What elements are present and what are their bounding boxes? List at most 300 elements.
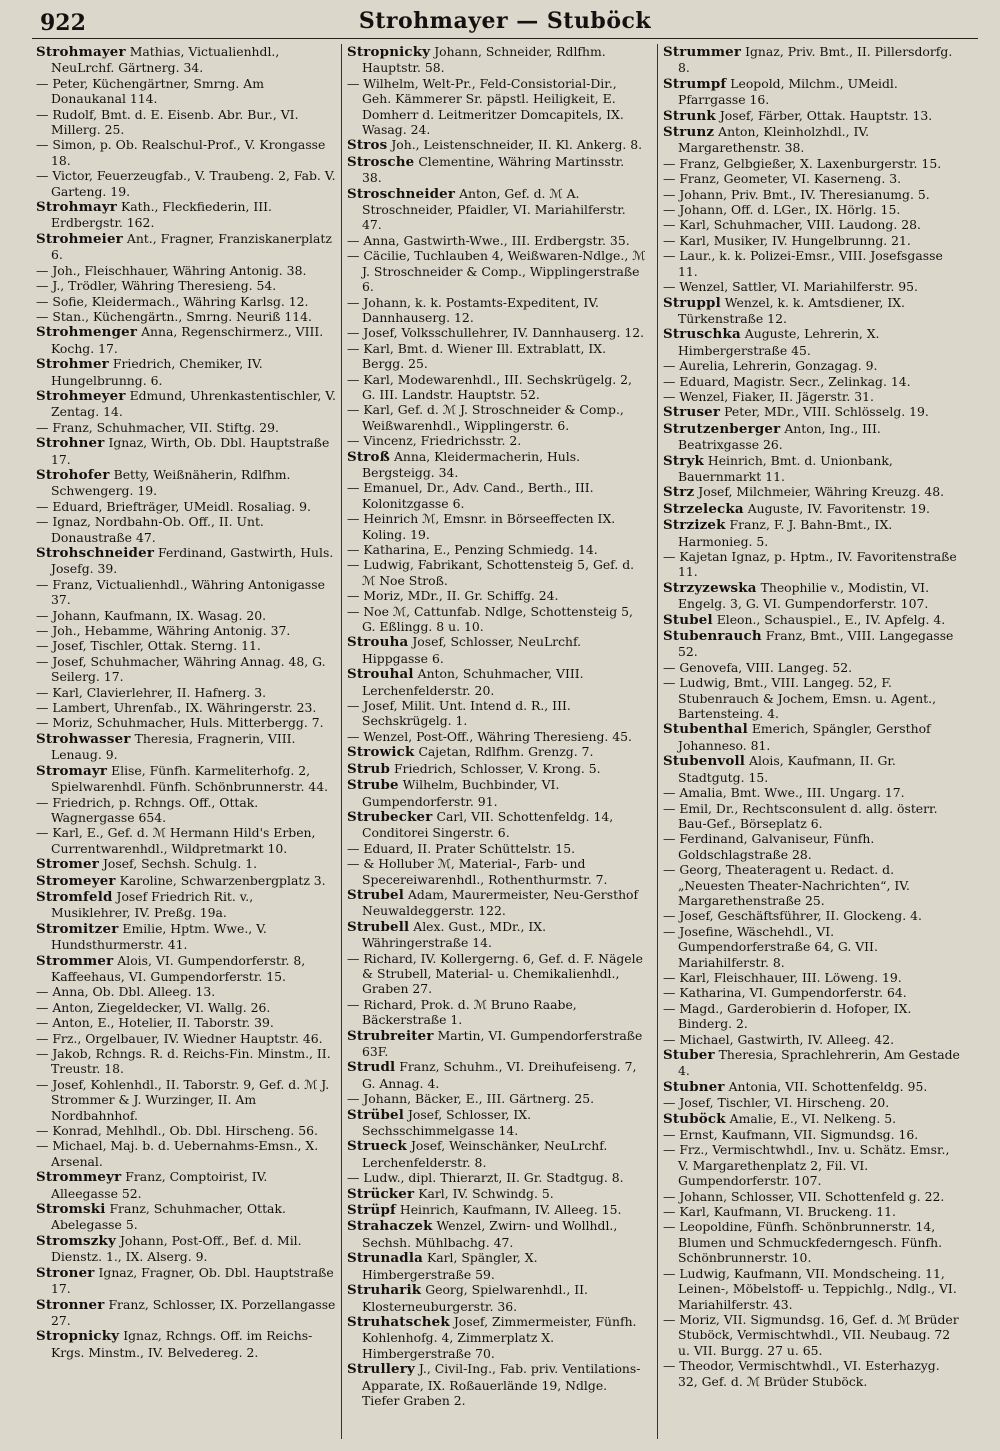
entry-text: Kath., Fleckfiederin, III. Erdbergstr. 162. — [51, 199, 272, 231]
entry-text: Josef, Sechsh. Schulg. 1. — [99, 856, 258, 872]
entry-text: — Johann, Priv. Bmt., IV. Theresianumg. 5. — [663, 186, 930, 202]
directory-entry — [36, 654, 336, 685]
directory-entry — [36, 1138, 336, 1169]
entry-surname: Strutzenberger — [663, 420, 781, 437]
directory-entry — [36, 608, 336, 623]
directory-entry — [347, 1314, 647, 1361]
entry-surname: Strubreiter — [347, 1027, 434, 1044]
entry-text: — Cäcilie, Tuchlauben 4, Weißwaren-Ndlge., ℳ J. Stroschneider & Comp., Wipplingerstraße 6. — [347, 248, 646, 295]
entry-text: — Josef, Schuhmacher, Währing Annag. 48, G. Seilerg. 17. — [36, 653, 326, 685]
entry-text: Josef, Weinschänker, NeuLrchf. Lerchenfelderstr. 8. — [362, 1138, 608, 1170]
directory-entry — [36, 420, 336, 435]
entry-text: — Wenzel, Post-Off., Währing Theresieng. 45. — [347, 728, 632, 744]
directory-entry — [663, 453, 963, 485]
entry-surname: Stropnicky — [36, 1328, 120, 1345]
entry-surname: Strueck — [347, 1138, 407, 1155]
directory-entry — [347, 186, 647, 233]
directory-entry — [663, 924, 963, 970]
entry-text: — Richard, IV. Kollergerng. 6, Gef. d. F. Nägele & Strubell, Material- u. Chemikalienhdl., Graben 27. — [347, 950, 643, 997]
entry-surname: Strubell — [347, 918, 410, 935]
entry-text: Josef, Schlosser, IX. Sechsschimmelgasse 14. — [362, 1106, 532, 1139]
directory-entry — [663, 1312, 963, 1358]
entry-text: — Peter, Küchengärtner, Smrng. Am Donaukanal 114. — [36, 75, 265, 107]
directory-entry — [347, 887, 647, 919]
directory-entry — [663, 202, 963, 217]
entry-text: — Noe ℳ, Cattunfab. Ndlge, Schottensteig 5, G. Eßlingg. 8 u. 10. — [347, 603, 633, 635]
entry-surname: Strunz — [663, 124, 715, 141]
entry-text: Alex. Gust., MDr., IX. Währingerstraße 14. — [362, 918, 547, 951]
entry-text: — Anna, Ob. Dbl. Alleeg. 13. — [36, 984, 216, 1000]
entry-text: — Vincenz, Friedrichsstr. 2. — [347, 433, 522, 449]
entry-text: Karl, Spängler, X. Himbergerstraße 59. — [362, 1250, 538, 1282]
directory-entry — [663, 549, 963, 580]
directory-entry — [663, 862, 963, 908]
directory-entry — [36, 263, 336, 278]
page-number: 922 — [40, 10, 86, 36]
directory-entry — [36, 685, 336, 700]
directory-entry — [36, 700, 336, 715]
entry-text: Josef, Milchmeier, Währing Kreuzg. 48. — [694, 484, 945, 500]
directory-entry — [36, 545, 336, 577]
directory-entry — [36, 499, 336, 514]
directory-entry — [36, 623, 336, 638]
entry-text: — Michael, Gastwirth, IV. Alleeg. 42. — [663, 1031, 895, 1047]
directory-entry — [347, 1107, 647, 1139]
entry-surname: Struppl — [663, 294, 721, 311]
entry-text: Anton, Gef. d. ℳ A. Stroschneider, Pfaidler, VI. Mariahilferstr. 47. — [362, 185, 626, 233]
directory-entry — [36, 1077, 336, 1123]
entry-text: Clementine, Währing Martinsstr. 38. — [362, 153, 625, 186]
entry-text: — Johann, k. k. Postamts-Expeditent, IV. Dannhauserg. 12. — [347, 294, 599, 325]
directory-entry — [663, 233, 963, 248]
directory-entry — [36, 795, 336, 826]
entry-surname: Strubecker — [347, 808, 433, 825]
entry-text: — Genovefa, VIII. Langeg. 52. — [663, 659, 853, 675]
entry-surname: Struhatschek — [347, 1313, 450, 1330]
directory-entry — [663, 831, 963, 862]
entry-text: Wenzel, Zwirn- und Wollhdl., Sechsh. Mühlbachg. 47. — [362, 1218, 618, 1250]
directory-entry — [347, 1202, 647, 1218]
entry-text: — Karl, Gef. d. ℳ J. Stroschneider & Comp., Weißwarenhdl., Wipplingerstr. 6. — [347, 402, 624, 433]
entry-text: Ignaz, Wirth, Ob. Dbl. Hauptstraße 17. — [51, 435, 330, 467]
entry-text: — Franz, Gelbgießer, X. Laxenburgerstr. 15. — [663, 155, 942, 171]
directory-entry — [36, 1015, 336, 1030]
entry-text: — Anton, Ziegeldecker, VI. Wallg. 26. — [36, 999, 271, 1015]
entry-text: — Amalia, Bmt. Wwe., III. Ungarg. 17. — [663, 785, 905, 801]
entry-surname: Strunadla — [347, 1250, 423, 1267]
directory-entry — [36, 873, 336, 889]
directory-entry — [663, 156, 963, 171]
entry-text: Ignaz, Priv. Bmt., II. Pillersdorfg. 8. — [678, 44, 953, 76]
entry-text: Josef, Schlosser, NeuLrchf. Hippgasse 6. — [362, 634, 582, 666]
entry-text: — Franz, Geometer, VI. Kaserneng. 3. — [663, 171, 902, 187]
directory-entry — [36, 44, 336, 76]
entry-text: — Karl, Kaufmann, VI. Bruckeng. 11. — [663, 1204, 896, 1220]
entry-text: — Johann, Bäcker, E., III. Gärtnerg. 25. — [347, 1091, 595, 1107]
directory-entry — [663, 124, 963, 156]
entry-text: — Katharina, E., Penzing Schmiedg. 14. — [347, 542, 598, 557]
entry-surname: Strzyzewska — [663, 579, 757, 596]
directory-entry — [347, 744, 647, 760]
directory-entry — [347, 154, 647, 186]
directory-entry — [347, 1091, 647, 1106]
entry-text: Leopold, Milchm., UMeidl. Pfarrgasse 16. — [678, 75, 898, 108]
entry-text: Friedrich, Chemiker, IV. Hungelbrunng. 6. — [51, 356, 263, 388]
directory-entry — [36, 1201, 336, 1233]
entry-surname: Strohschneider — [36, 545, 155, 561]
directory-entry — [36, 76, 336, 107]
directory-entry — [663, 801, 963, 832]
entry-text: — Simon, p. Ob. Realschul-Prof., V. Krongasse 18. — [36, 137, 326, 168]
entry-text: — Konrad, Mehlhdl., Ob. Dbl. Hirscheng. 56. — [36, 1123, 318, 1139]
directory-entry — [347, 729, 647, 744]
directory-entry — [663, 1204, 963, 1219]
entry-text: — Karl, Modewarenhdl., III. Sechskrügelg. 2, G. III. Landstr. Hauptstr. 52. — [347, 371, 632, 402]
directory-entry — [36, 324, 336, 356]
directory-entry — [663, 753, 963, 785]
entry-text: — Karl, Bmt. d. Wiener Ill. Extrablatt, IX. Bergg. 25. — [347, 340, 607, 372]
entry-surname: Strommeyr — [36, 1169, 122, 1186]
entry-surname: Strz — [663, 484, 695, 501]
directory-entry — [36, 1265, 336, 1297]
entry-text: Adam, Maurermeister, Neu-Gersthof Neuwaldeggerstr. 122. — [362, 886, 639, 919]
directory-entry — [36, 984, 336, 999]
entry-text: — Josefine, Wäschehdl., VI. Gumpendorferstraße 64, G. VII. Mariahilferstr. 8. — [663, 923, 878, 970]
directory-entry — [347, 1170, 647, 1185]
entry-text: — Ernst, Kaufmann, VII. Sigmundsg. 16. — [663, 1127, 919, 1143]
directory-entry — [36, 1031, 336, 1046]
directory-entry — [663, 248, 963, 279]
directory-entry — [36, 953, 336, 985]
entry-text: — Karl, Schuhmacher, VIII. Laudong. 28. — [663, 217, 921, 233]
directory-entry — [347, 433, 647, 448]
entry-text: — Jakob, Rchngs. R. d. Reichs-Fin. Minstm., II. Treustr. 18. — [36, 1046, 331, 1077]
entry-text: Johann, Post-Off., Bef. d. Mil. Dienstz. 1., IX. Alserg. 9. — [51, 1232, 302, 1265]
directory-entry — [36, 1169, 336, 1201]
entry-surname: Strommer — [36, 952, 114, 969]
directory-entry — [347, 997, 647, 1028]
directory-entry — [663, 660, 963, 675]
directory-entry — [347, 1282, 647, 1314]
entry-surname: Stromski — [36, 1201, 106, 1218]
entry-text: Franz, Schuhm., VI. Dreihufeiseng. 7, G. Annag. 4. — [362, 1059, 637, 1091]
directory-entry — [36, 1233, 336, 1265]
entry-text: — Ludw., dipl. Thierarzt, II. Gr. Stadtgug. 8. — [347, 1170, 624, 1186]
entry-text: — Eduard, Briefträger, UMeidl. Rosaliag. 9. — [36, 498, 311, 514]
entry-surname: Stubel — [663, 611, 713, 628]
directory-entry — [347, 634, 647, 666]
directory-entry — [347, 1218, 647, 1250]
entry-text: — Katharina, VI. Gumpendorferstr. 64. — [663, 985, 907, 1001]
directory-entry — [36, 715, 336, 730]
entry-text: — Karl, E., Gef. d. ℳ Hermann Hild's Erben, Currentwarenhdl., Wildpretmarkt 10. — [36, 825, 316, 856]
entry-text: Theresia, Sprachlehrerin, Am Gestade 4. — [678, 1047, 960, 1079]
entry-text: Theresia, Fragnerin, VIII. Lenaug. 9. — [51, 730, 296, 763]
directory-entry — [663, 675, 963, 721]
entry-text: — Eduard, II. Prater Schüttelstr. 15. — [347, 840, 576, 856]
directory-entry — [36, 168, 336, 199]
entry-text: — J., Trödler, Währing Theresieng. 54. — [36, 278, 277, 294]
directory-column-1 — [36, 44, 336, 1439]
directory-entry — [36, 763, 336, 795]
directory-entry — [663, 217, 963, 232]
entry-text: Georg, Spielwarenhdl., II. Klosterneuburgerstr. 36. — [362, 1282, 588, 1314]
entry-text: — Stan., Küchengärtn., Smrng. Neuriß 114. — [36, 308, 312, 324]
directory-entry — [36, 577, 336, 608]
directory-entry — [347, 951, 647, 997]
entry-surname: Strowick — [347, 744, 415, 761]
entry-surname: Stroß — [347, 448, 391, 465]
directory-entry — [663, 404, 963, 420]
column-rule — [341, 44, 342, 1439]
entry-text: — Eduard, Magistr. Secr., Zelinkag. 14. — [663, 373, 911, 389]
entry-text: Alois, VI. Gumpendorferstr. 8, Kaffeehaus, VI. Gumpendorferstr. 15. — [51, 952, 306, 984]
entry-text: — Ludwig, Kaufmann, VII. Mondscheing. 11, Leinen-, Möbelstoff- u. Teppichlg., Ndlg., VI. Mariahilferstr. 43. — [663, 1265, 957, 1312]
entry-text: Anna, Kleidermacherin, Huls. Bergsteigg. 34. — [362, 448, 581, 480]
directory-entry — [347, 449, 647, 481]
directory-entry — [36, 825, 336, 856]
entry-text: — Josef, Tischler, VI. Hirscheng. 20. — [663, 1095, 890, 1111]
directory-entry — [36, 294, 336, 309]
entry-text: — Richard, Prok. d. ℳ Bruno Raabe, Bäckerstraße 1. — [347, 996, 577, 1028]
entry-text: Josef Friedrich Rit. v., Musiklehrer, IV. Preßg. 19a. — [51, 888, 254, 921]
directory-entry — [663, 785, 963, 800]
entry-text: — Heinrich ℳ, Emsnr. in Börseeffecten IX. Koling. 19. — [347, 511, 616, 542]
directory-entry — [36, 309, 336, 324]
directory-entry — [663, 580, 963, 612]
directory-entry — [36, 921, 336, 953]
directory-entry — [663, 908, 963, 923]
directory-entry — [36, 638, 336, 653]
entry-text: Emilie, Hptm. Wwe., V. Hundsthurmerstr. 41. — [51, 920, 267, 953]
entry-text: Eleon., Schauspiel., E., IV. Apfelg. 4. — [712, 611, 946, 627]
entry-surname: Stromfeld — [36, 888, 113, 905]
entry-text: Anton, Kleinholzhdl., IV. Margarethenstr. 38. — [678, 124, 870, 156]
directory-entry — [663, 1001, 963, 1032]
entry-surname: Stromszky — [36, 1232, 117, 1249]
entry-text: — Wenzel, Sattler, VI. Mariahilferstr. 95. — [663, 279, 918, 295]
entry-surname: Strub — [347, 760, 391, 777]
entry-text: Ignaz, Rchngs. Off. im Reichs-Krgs. Minstm., IV. Belvedereg. 2. — [51, 1328, 313, 1360]
directory-entry — [347, 542, 647, 557]
entry-surname: Stroschneider — [347, 185, 456, 202]
entry-text: Joh., Leistenschneider, II. Kl. Ankerg. 8. — [387, 137, 643, 153]
directory-entry — [347, 1028, 647, 1060]
entry-surname: Strunk — [663, 107, 716, 124]
entry-text: Anna, Regenschirmerz., VIII. Kochg. 17. — [51, 324, 324, 356]
entry-text: — Ludwig, Fabrikant, Schottensteig 5, Gef. d. ℳ Noe Stroß. — [347, 557, 635, 588]
entry-text: Ignaz, Fragner, Ob. Dbl. Hauptstraße 17. — [51, 1264, 334, 1297]
directory-entry — [663, 628, 963, 660]
entry-surname: Stuböck — [663, 1110, 726, 1127]
directory-entry — [663, 1095, 963, 1110]
directory-entry — [663, 612, 963, 628]
entry-surname: Strullery — [347, 1361, 415, 1378]
directory-entry — [663, 326, 963, 358]
entry-surname: Strahaczek — [347, 1218, 433, 1235]
entry-text: Carl, VII. Schottenfeldg. 14, Conditorei Singerstr. 6. — [362, 808, 614, 841]
entry-text: — Lambert, Uhrenfab., IX. Währingerstr. 23. — [36, 700, 317, 716]
directory-entry — [347, 1138, 647, 1170]
entry-surname: Strzizek — [663, 517, 726, 534]
directory-entry — [36, 731, 336, 763]
entry-surname: Stubenthal — [663, 721, 748, 738]
entry-surname: Strubel — [347, 886, 405, 903]
directory-entry — [663, 279, 963, 294]
entry-text: — Karl, Fleischhauer, III. Löweng. 19. — [663, 969, 902, 985]
entry-text: Franz, Schuhmacher, Ottak. Abelegasse 5. — [51, 1201, 286, 1233]
entry-surname: Stromayr — [36, 762, 108, 779]
entry-surname: Strouha — [347, 634, 409, 651]
directory-entry — [36, 514, 336, 545]
directory-entry — [36, 231, 336, 263]
entry-text: Franz, Comptoirist, IV. Alleegasse 52. — [51, 1169, 268, 1201]
directory-entry — [663, 1189, 963, 1204]
entry-text: Friedrich, Schlosser, V. Krong. 5. — [390, 760, 601, 776]
directory-entry — [347, 372, 647, 403]
directory-entry — [347, 480, 647, 511]
entry-surname: Strummer — [663, 44, 742, 60]
directory-entry — [347, 44, 647, 76]
directory-entry — [347, 233, 647, 248]
entry-surname: Strohwasser — [36, 730, 131, 747]
entry-text: Ant., Fragner, Franziskanerplatz 6. — [51, 230, 332, 263]
directory-entry — [36, 278, 336, 293]
entry-text: — Joh., Fleischhauer, Währing Antonig. 38. — [36, 262, 307, 278]
entry-text: — Josef, Kohlenhdl., II. Taborstr. 9, Gef. d. ℳ J. Strommer & J. Wurzinger, II. Am Nordbahnhof. — [36, 1076, 330, 1123]
entry-surname: Struser — [663, 404, 721, 421]
entry-text: — Anton, E., Hotelier, II. Taborstr. 39. — [36, 1015, 274, 1031]
directory-entry — [347, 557, 647, 588]
entry-surname: Stuber — [663, 1047, 715, 1063]
entry-text: Elise, Fünfh. Karmeliterhofg. 2, Spielwarenhdl. Fünfh. Schönbrunnerstr. 44. — [51, 762, 329, 795]
directory-entry — [36, 889, 336, 921]
entry-text: Franz, Bmt., VIII. Langegasse 52. — [678, 628, 954, 660]
entry-text: Heinrich, Bmt. d. Unionbank, Bauernmarkt 11. — [678, 452, 893, 484]
entry-surname: Stroner — [36, 1264, 95, 1281]
entry-text: Martin, VI. Gumpendorferstraße 63F. — [362, 1027, 643, 1059]
entry-surname: Stromitzer — [36, 920, 119, 937]
directory-entry — [663, 985, 963, 1000]
entry-surname: Strohmer — [36, 356, 109, 373]
entry-text: — Joh., Hebamme, Währing Antonig. 37. — [36, 623, 291, 639]
entry-text: — Wilhelm, Welt-Pr., Feld-Consistorial-Dir., Geh. Kämmerer Sr. päpstl. Heiligkeit, E. Domherr d. Leitmeritzer Domcapitels, IX. Wasag. 24. — [347, 75, 624, 138]
directory-entry — [36, 1328, 336, 1360]
directory-entry — [36, 435, 336, 467]
entry-text: Auguste, IV. Favoritenstr. 19. — [743, 500, 930, 516]
directory-entry — [36, 1046, 336, 1077]
entry-text: Mathias, Victualienhdl., NeuLrchf. Gärtnerg. 34. — [51, 44, 280, 76]
directory-entry — [36, 856, 336, 872]
directory-entry — [663, 295, 963, 327]
entry-text: Anton, Ing., III. Beatrixgasse 26. — [678, 420, 881, 453]
directory-entry — [347, 698, 647, 729]
directory-entry — [347, 76, 647, 138]
entry-surname: Stryk — [663, 452, 704, 469]
entry-surname: Stros — [347, 137, 388, 154]
entry-surname: Stromer — [36, 856, 99, 873]
entry-text: Theophilie v., Modistin, VI. Engelg. 3, G. VI. Gumpendorferstr. 107. — [678, 579, 930, 612]
entry-text: — Karl, Clavierlehrer, II. Hafnerg. 3. — [36, 684, 267, 700]
directory-entry — [36, 1000, 336, 1015]
entry-surname: Strüpf — [347, 1202, 396, 1219]
running-title: Strohmayer — Stuböck — [358, 8, 652, 34]
entry-text: Antonia, VII. Schottenfeldg. 95. — [724, 1078, 928, 1094]
entry-text: Cajetan, Rdlfhm. Grenzg. 7. — [414, 744, 594, 760]
directory-entry — [663, 721, 963, 753]
entry-text: — Johann, Off. d. LGer., IX. Hörlg. 15. — [663, 202, 901, 218]
directory-entry — [663, 1047, 963, 1079]
entry-surname: Strohmeyer — [36, 387, 126, 404]
entry-text: — Josef, Volksschullehrer, IV. Dannhauserg. 12. — [347, 325, 645, 341]
entry-text: Heinrich, Kaufmann, IV. Alleeg. 15. — [395, 1202, 622, 1218]
entry-text: — Franz, Schuhmacher, VII. Stiftg. 29. — [36, 419, 279, 435]
entry-text: — Ferdinand, Galvaniseur, Fünfh. Goldschlagstraße 28. — [663, 831, 875, 862]
entry-text: — Theodor, Vermischtwhdl., VI. Esterhazyg. 32, Gef. d. ℳ Brüder Stuböck. — [663, 1358, 940, 1389]
entry-surname: Stromeyer — [36, 872, 116, 889]
entry-surname: Stubner — [663, 1078, 725, 1095]
entry-text: J., Civil-Ing., Fab. priv. Ventilations-Apparate, IX. Roßauerlände 19, Ndlge. Tiefer Graben 2. — [362, 1361, 641, 1408]
directory-entry — [663, 1111, 963, 1127]
entry-text: Ferdinand, Gastwirth, Huls. Josefg. 39. — [51, 545, 334, 577]
entry-surname: Strübel — [347, 1106, 405, 1123]
directory-entry — [36, 137, 336, 168]
directory-entry — [663, 1142, 963, 1188]
directory-entry — [663, 389, 963, 404]
entry-text: Wenzel, k. k. Amtsdiener, IX. Türkenstraße 12. — [678, 294, 905, 326]
entry-surname: Strohmayer — [36, 44, 126, 60]
entry-text: — Emanuel, Dr., Adv. Cand., Berth., III. Kolonitzgasse 6. — [347, 480, 594, 511]
entry-text: — Frz., Vermischtwhdl., Inv. u. Schätz. Emsr., V. Margarethenplatz 2, Fil. VI. Gumpendorferstr. 107. — [663, 1142, 950, 1189]
directory-entry — [347, 1361, 647, 1408]
directory-entry — [663, 421, 963, 453]
directory-entry — [36, 356, 336, 388]
entry-text: — Anna, Gastwirth-Wwe., III. Erdbergstr. 35. — [347, 232, 630, 248]
directory-entry — [663, 517, 963, 549]
directory-entry — [36, 467, 336, 499]
entry-text: — Michael, Maj. b. d. Uebernahms-Emsn., X. Arsenal. — [36, 1138, 319, 1169]
directory-column-3 — [663, 44, 963, 1439]
directory-entry — [663, 1127, 963, 1142]
directory-entry — [663, 44, 963, 76]
directory-entry — [347, 761, 647, 777]
entry-text: — Aurelia, Lehrerin, Gonzagag. 9. — [663, 358, 878, 374]
entry-surname: Stubenrauch — [663, 628, 762, 645]
entry-surname: Strouhal — [347, 666, 414, 683]
entry-text: — Karl, Musiker, IV. Hungelbrunng. 21. — [663, 232, 911, 248]
entry-text: Alois, Kaufmann, II. Gr. Stadtgutg. 15. — [678, 753, 896, 785]
entry-surname: Strumpf — [663, 75, 727, 92]
entry-surname: Struharik — [347, 1282, 422, 1299]
entry-surname: Stropnicky — [347, 44, 431, 60]
directory-entry — [663, 76, 963, 108]
directory-entry — [347, 856, 647, 887]
directory-entry — [347, 588, 647, 603]
entry-text: — Georg, Theateragent u. Redact. d. „Neuesten Theater-Nachrichten“, IV. Margarethenstraße 25. — [663, 862, 910, 908]
entry-text: — & Holluber ℳ, Material-, Farb- und Specereiwarenhdl., Rothenthurmstr. 7. — [347, 856, 608, 887]
entry-text: — Friedrich, p. Rchngs. Off., Ottak. Wagnergasse 654. — [36, 794, 259, 825]
entry-text: — Victor, Feuerzeugfab., V. Traubeng. 2, Fab. V. Garteng. 19. — [36, 168, 336, 199]
entry-text: — Moriz, Schuhmacher, Huls. Mitterbergg. 7. — [36, 715, 324, 731]
entry-text: — Franz, Victualienhdl., Währing Antonigasse 37. — [36, 576, 325, 608]
entry-text: Franz, F. J. Bahn-Bmt., IX. Harmonieg. 5. — [678, 517, 893, 549]
entry-surname: Stubenvoll — [663, 753, 746, 770]
directory-entry — [347, 295, 647, 326]
entry-text: Josef, Zimmermeister, Fünfh. Kohlenhofg. 4, Zimmerplatz X. Himbergerstraße 70. — [362, 1313, 637, 1361]
directory-entry — [347, 402, 647, 433]
entry-text: Franz, Schlosser, IX. Porzellangasse 27. — [51, 1296, 336, 1328]
directory-entry — [36, 1123, 336, 1138]
